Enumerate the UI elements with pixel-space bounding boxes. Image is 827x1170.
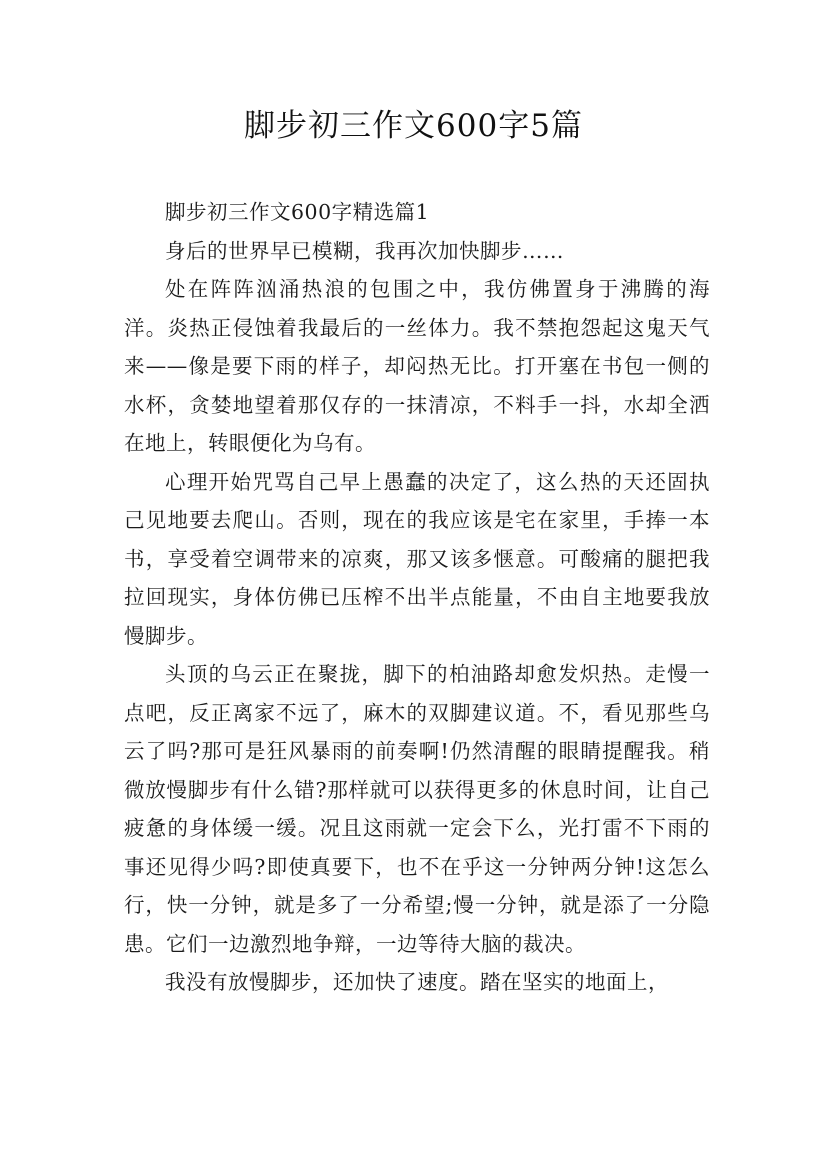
section-heading: 脚步初三作文600字精选篇1	[165, 200, 430, 224]
paragraph: 身后的世界早已模糊，我再次加快脚步……	[165, 238, 564, 263]
document-body	[124, 193, 710, 1002]
paragraph: 我没有放慢脚步，还加快了速度。踏在坚实的地面上，	[165, 970, 669, 994]
paragraph: 心理开始咒骂自己早上愚蠢的决定了，这么热的天还固执己见地要去爬山。否则，现在的我应该是宅在家里，手捧一本书，享受着空调带来的凉爽，那又该多惬意。可酸痛的腿把我拉回现实，身体仿佛已压榨不出半点能量，不由自主地要我放慢脚步。	[124, 469, 710, 648]
paragraph: 处在阵阵汹涌热浪的包围之中，我仿佛置身于沸腾的海洋。炎热正侵蚀着我最后的一丝体力。我不禁抱怨起这鬼天气来——像是要下雨的样子，却闷热无比。打开塞在书包一侧的水杯，贪婪地望着那仅存的一抹清凉，不料手一抖，水却全洒在地上，转眼便化为乌有。	[124, 277, 710, 455]
page-title: 脚步初三作文600字5篇	[244, 108, 583, 144]
paragraph: 头顶的乌云正在聚拢，脚下的柏油路却愈发炽热。走慢一点吧，反正离家不远了，麻木的双脚建议道。不，看见那些乌云了吗?那可是狂风暴雨的前奏啊!仍然清醒的眼睛提醒我。稍微放慢脚步有什么错?那样就可以获得更多的休息时间，让自己疲惫的身体缓一缓。况且这雨就一定会下么，光打雷不下雨的事还见得少吗?即使真要下，也不在乎这一分钟两分钟!这怎么行，快一分钟，就是多了一分希望;慢一分钟，就是添了一分隐患。它们一边激烈地争辩，一边等待大脑的裁决。	[124, 662, 710, 956]
